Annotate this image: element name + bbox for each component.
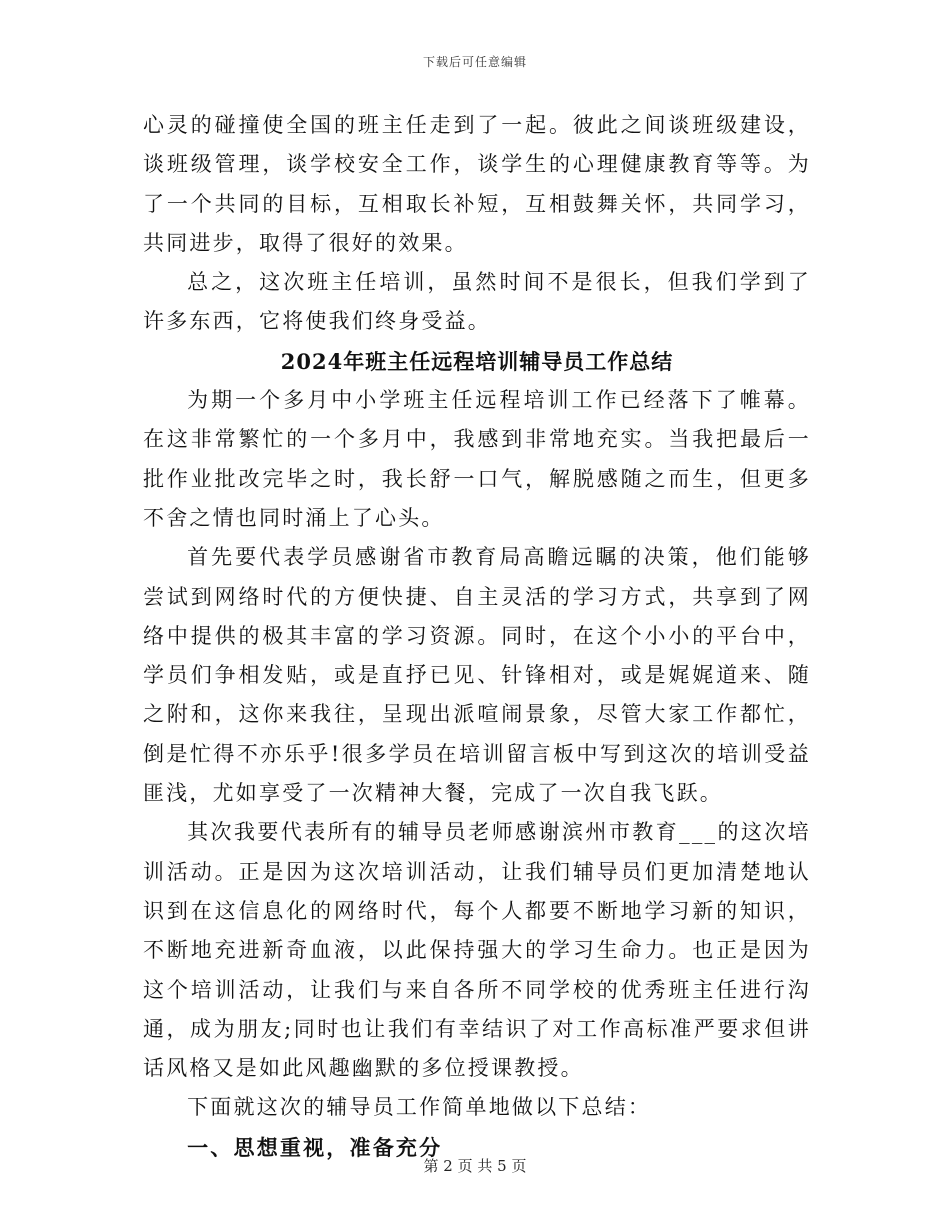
- paragraph-continuation: 心灵的碰撞使全国的班主任走到了一起。彼此之间谈班级建设，谈班级管理，谈学校安全工作，谈学生的心理健康教育等等。为了一个共同的目标，互相取长补短，互相鼓舞关怀，共同学习，共同进步，取得了很好的效果。: [143, 113, 811, 255]
- paragraph-conclusion: 总之，这次班主任培训，虽然时间不是很长，但我们学到了许多东西，它将使我们终身受益。: [143, 270, 811, 334]
- paragraph-summary-lead: 下面就这次的辅导员工作简单地做以下总结：: [187, 1095, 652, 1120]
- page-header: 下载后可任意编辑: [422, 55, 527, 69]
- page-footer: 第 2 页 共 5 页: [423, 1157, 527, 1175]
- document-body: [143, 106, 811, 1167]
- paragraph-intro: 为期一个多月中小学班主任远程培训工作已经落下了帷幕。在这非常繁忙的一个多月中，我感到非常地充实。当我把最后一批作业批改完毕之时，我长舒一口气，解脱感随之而生，但更多不舍之情也同时涌上了心头。: [143, 388, 811, 530]
- document-title: 2024年班主任远程培训辅导员工作总结: [280, 348, 674, 374]
- section-heading-1: 一、思想重视，准备充分: [187, 1134, 443, 1160]
- paragraph-thanks-tutors: 其次我要代表所有的辅导员老师感谢滨州市教育___的这次培训活动。正是因为这次培训活动，让我们辅导员们更加清楚地认识到在这信息化的网络时代，每个人都要不断地学习新的知识，不断地充进新奇血液，以此保持强大的学习生命力。也正是因为这个培训活动，让我们与来自各所不同学校的优秀班主任进行沟通，成为朋友;同时也让我们有幸结识了对工作高标准严要求但讲话风格又是如此风趣幽默的多位授课教授。: [143, 820, 811, 1081]
- paragraph-thanks-learners: 首先要代表学员感谢省市教育局高瞻远瞩的决策，他们能够尝试到网络时代的方便快捷、自主灵活的学习方式，共享到了网络中提供的极其丰富的学习资源。同时，在这个小小的平台中，学员们争相发贴，或是直抒已见、针锋相对，或是娓娓道来、随之附和，这你来我往，呈现出派喧闹景象，尽管大家工作都忙，倒是忙得不亦乐乎!很多学员在培训留言板中写到这次的培训受益匪浅，尤如享受了一次精神大餐，完成了一次自我飞跃。: [143, 545, 811, 806]
